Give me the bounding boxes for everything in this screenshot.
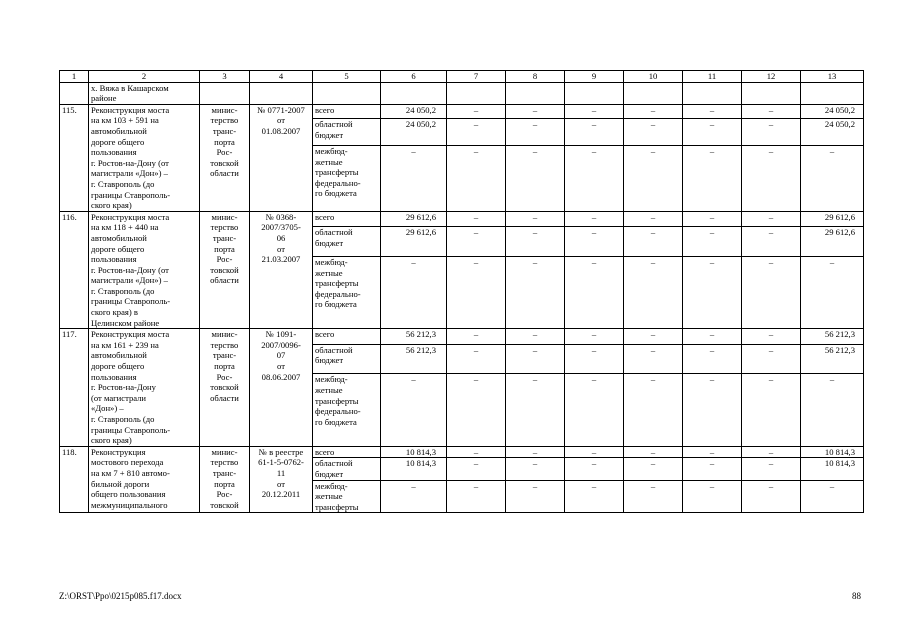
amount-col10: – <box>624 458 683 480</box>
amount-col6: 24 050,2 <box>381 104 447 118</box>
amount-col6: – <box>381 374 447 446</box>
document-reference-line: от <box>277 478 285 489</box>
amount-col7: – <box>447 211 506 227</box>
amount-col9: – <box>565 145 624 211</box>
funding-source-line: всего <box>315 104 335 115</box>
object-name <box>89 329 200 447</box>
object-name-line: пользования <box>91 371 137 382</box>
amount-col9: – <box>565 480 624 513</box>
column-header: 8 <box>506 71 565 83</box>
object-name <box>89 446 200 513</box>
amount-col6: – <box>381 480 447 513</box>
object-name-line: ского края) <box>91 435 132 446</box>
executor-line: порта <box>214 243 235 254</box>
object-name-line: ского края) в <box>91 307 138 318</box>
object-name-line: х. Вяжа в Кашарском <box>91 82 169 93</box>
amount-col7: – <box>447 458 506 480</box>
executor-line: товской <box>210 382 239 393</box>
table-header-row <box>60 71 864 83</box>
table-row-continued <box>60 82 864 104</box>
funding-source-line: всего <box>315 329 335 340</box>
amount-col7: – <box>447 145 506 211</box>
document-reference <box>250 329 313 447</box>
document-reference-line: 08.06.2007 <box>261 371 301 382</box>
amount-col12: – <box>742 118 801 145</box>
executor-line: товской <box>210 157 239 168</box>
object-name-line: (от магистрали <box>91 392 147 403</box>
executor-line: Рос- <box>216 254 233 265</box>
funding-source <box>313 374 381 446</box>
executor-line: терство <box>210 222 239 233</box>
executor-line: порта <box>214 478 235 489</box>
table-row <box>60 329 864 345</box>
funding-source-line: всего <box>315 446 335 457</box>
object-name-line: на км 118 + 440 на <box>91 222 159 233</box>
object-name-line: Реконструкция <box>91 446 146 457</box>
amount-col12: – <box>742 344 801 374</box>
amount-col10: – <box>624 329 683 345</box>
document-reference-line: 20.12.2011 <box>261 489 301 500</box>
amount-col7: – <box>447 374 506 446</box>
funding-source <box>313 446 381 458</box>
object-name-line: межмуниципального <box>91 499 168 510</box>
object-name-line: дороге общего <box>91 361 145 372</box>
executor <box>200 104 250 211</box>
funding-source <box>313 480 381 513</box>
executor-line: терство <box>210 457 239 468</box>
amount-col8: – <box>506 446 565 458</box>
amount-col12: – <box>742 480 801 513</box>
column-header: 6 <box>381 71 447 83</box>
document-reference <box>250 104 313 211</box>
column-header: 4 <box>250 71 313 83</box>
funding-source-line: го бюджета <box>315 188 357 199</box>
funding-source-line: жетные <box>315 491 343 502</box>
funding-source-line: трансферты <box>315 167 359 178</box>
executor-line: товской <box>210 499 239 510</box>
amount-col8: – <box>506 329 565 345</box>
amount-col12: – <box>742 446 801 458</box>
row-number: 117. <box>60 329 89 447</box>
executor-line: терство <box>210 339 239 350</box>
funding-source-line: областной <box>315 227 353 238</box>
executor <box>200 329 250 447</box>
object-name-line: Реконструкция моста <box>91 104 170 115</box>
document-reference-line: 61-1-5-0762- <box>258 457 304 468</box>
row-number: 118. <box>60 446 89 513</box>
funding-source-line: бюджет <box>315 355 344 366</box>
amount-col11: – <box>683 118 742 145</box>
object-name <box>89 82 200 104</box>
empty-cell <box>742 82 801 104</box>
object-name-line: на км 161 + 239 на <box>91 339 159 350</box>
funding-source-line: бюджет <box>315 237 344 248</box>
executor-line: области <box>210 392 239 403</box>
executor <box>200 211 250 329</box>
amount-col11: – <box>683 480 742 513</box>
document-reference-line: 2007/3705- <box>261 222 301 233</box>
amount-col10: – <box>624 145 683 211</box>
amount-col12: – <box>742 211 801 227</box>
object-name <box>89 211 200 329</box>
amount-col13: – <box>801 145 864 211</box>
footer-file-path: Z:\ORST\Ppo\0215p085.f17.docx <box>59 591 182 601</box>
executor-line: Рос- <box>216 489 233 500</box>
amount-col8: – <box>506 104 565 118</box>
object-name-line: г. Ставрополь (до <box>91 178 155 189</box>
amount-col11: – <box>683 145 742 211</box>
document-reference-line: от <box>277 115 285 126</box>
object-name-line: пользования <box>91 254 137 265</box>
table-row <box>60 446 864 458</box>
amount-col7: – <box>447 104 506 118</box>
amount-col10: – <box>624 446 683 458</box>
executor-line: минис- <box>211 329 238 340</box>
empty-cell <box>381 82 447 104</box>
document-reference-line: № 1091- <box>265 329 297 340</box>
amount-col8: – <box>506 227 565 257</box>
executor-line: товской <box>210 264 239 275</box>
funding-source-line: бюджет <box>315 468 344 479</box>
executor-line: транс- <box>212 232 237 243</box>
object-name-line: Целинском районе <box>91 317 160 328</box>
document-reference-line: 21.03.2007 <box>261 254 301 265</box>
document-reference-line: от <box>277 361 285 372</box>
object-name-line: Реконструкция моста <box>91 211 170 222</box>
object-name-line: мостового перехода <box>91 457 164 468</box>
amount-col9: – <box>565 104 624 118</box>
funding-source <box>313 256 381 328</box>
object-name-line: г. Ростов-на-Дону <box>91 382 156 393</box>
amount-col8: – <box>506 211 565 227</box>
funding-source-line: федерально- <box>315 288 361 299</box>
amount-col9: – <box>565 256 624 328</box>
amount-col11: – <box>683 256 742 328</box>
executor-line: Рос- <box>216 147 233 158</box>
amount-col13: – <box>801 256 864 328</box>
amount-col10: – <box>624 344 683 374</box>
executor-line: порта <box>214 361 235 372</box>
empty-cell <box>801 82 864 104</box>
amount-col9: – <box>565 344 624 374</box>
amount-col12: – <box>742 256 801 328</box>
document-reference-line: № 0368- <box>265 211 297 222</box>
funding-source <box>313 329 381 345</box>
amount-col8: – <box>506 145 565 211</box>
empty-cell <box>313 82 381 104</box>
funding-source-line: трансферты <box>315 501 359 512</box>
amount-col8: – <box>506 256 565 328</box>
object-name-line: пользования <box>91 147 137 158</box>
executor-line: терство <box>210 115 239 126</box>
column-header: 7 <box>447 71 506 83</box>
document-reference-line: 2007/0096- <box>261 339 301 350</box>
amount-col8: – <box>506 374 565 446</box>
amount-col10: – <box>624 104 683 118</box>
funding-source-line: трансферты <box>315 395 359 406</box>
funding-source-line: бюджет <box>315 129 344 140</box>
object-name-line: Реконструкция моста <box>91 329 170 340</box>
amount-col11: – <box>683 344 742 374</box>
object-name-line: автомобильной <box>91 232 147 243</box>
funding-source-line: федерально- <box>315 177 361 188</box>
object-name-line: автомобильной <box>91 350 147 361</box>
amount-col10: – <box>624 227 683 257</box>
amount-col12: – <box>742 227 801 257</box>
amount-col10: – <box>624 256 683 328</box>
column-header: 11 <box>683 71 742 83</box>
table-row <box>60 104 864 118</box>
funding-source-line: всего <box>315 211 335 222</box>
object-name-line: автомобильной <box>91 125 147 136</box>
funding-source-line: межбюд- <box>315 256 348 267</box>
object-name-line: границы Ставрополь- <box>91 424 171 435</box>
row-number <box>60 82 89 104</box>
amount-col7: – <box>447 227 506 257</box>
funding-source-line: областной <box>315 118 353 129</box>
object-name-line: «Дон») – <box>91 403 124 414</box>
object-name-line: г. Ростов-на-Дону (от <box>91 264 169 275</box>
funding-source <box>313 104 381 118</box>
amount-col6: 29 612,6 <box>381 211 447 227</box>
object-name-line: магистрали «Дон») – <box>91 275 168 286</box>
empty-cell <box>200 82 250 104</box>
amount-col7: – <box>447 480 506 513</box>
amount-col8: – <box>506 344 565 374</box>
empty-cell <box>683 82 742 104</box>
amount-col12: – <box>742 104 801 118</box>
amount-col10: – <box>624 374 683 446</box>
empty-cell <box>250 82 313 104</box>
amount-col13: 24 050,2 <box>801 104 864 118</box>
document-reference-line: 01.08.2007 <box>261 125 301 136</box>
object-name-line: на км 7 + 810 автомо- <box>91 467 170 478</box>
amount-col11: – <box>683 446 742 458</box>
document-reference-line: от <box>277 243 285 254</box>
executor-line: порта <box>214 136 235 147</box>
amount-col10: – <box>624 480 683 513</box>
amount-col13: 56 212,3 <box>801 344 864 374</box>
executor-line: транс- <box>212 125 237 136</box>
funding-source-line: го бюджета <box>315 416 357 427</box>
amount-col10: – <box>624 118 683 145</box>
object-name-line: на км 103 + 591 на <box>91 115 159 126</box>
column-header: 5 <box>313 71 381 83</box>
column-header: 2 <box>89 71 200 83</box>
object-name-line: общего пользования <box>91 489 166 500</box>
funding-source <box>313 227 381 257</box>
empty-cell <box>565 82 624 104</box>
column-header: 13 <box>801 71 864 83</box>
amount-col6: 10 814,3 <box>381 446 447 458</box>
executor <box>200 446 250 513</box>
amount-col7: – <box>447 256 506 328</box>
document-reference-line: 07 <box>276 350 286 361</box>
amount-col6: 10 814,3 <box>381 458 447 480</box>
funding-source-line: трансферты <box>315 278 359 289</box>
column-header: 1 <box>60 71 89 83</box>
amount-col13: 24 050,2 <box>801 118 864 145</box>
amount-col12: – <box>742 329 801 345</box>
empty-cell <box>447 82 506 104</box>
document-reference-line: 06 <box>276 232 286 243</box>
amount-col7: – <box>447 344 506 374</box>
amount-col9: – <box>565 446 624 458</box>
object-name-line: районе <box>91 93 117 104</box>
funding-source-line: жетные <box>315 156 343 167</box>
column-header: 3 <box>200 71 250 83</box>
amount-col9: – <box>565 227 624 257</box>
funding-source <box>313 211 381 227</box>
object-name-line: дороге общего <box>91 136 145 147</box>
amount-col13: – <box>801 480 864 513</box>
amount-col12: – <box>742 145 801 211</box>
object-name-line: г. Ставрополь (до <box>91 414 155 424</box>
amount-col13: 56 212,3 <box>801 329 864 345</box>
column-header: 10 <box>624 71 683 83</box>
document-reference <box>250 446 313 513</box>
empty-cell <box>624 82 683 104</box>
amount-col11: – <box>683 329 742 345</box>
funding-source <box>313 145 381 211</box>
amount-col13: 29 612,6 <box>801 227 864 257</box>
funding-source-line: областной <box>315 458 353 469</box>
executor-line: транс- <box>212 467 237 478</box>
empty-cell <box>506 82 565 104</box>
amount-col9: – <box>565 118 624 145</box>
amount-col9: – <box>565 374 624 446</box>
funding-source-line: федерально- <box>315 406 361 417</box>
column-header: 9 <box>565 71 624 83</box>
amount-col9: – <box>565 329 624 345</box>
amount-col8: – <box>506 458 565 480</box>
amount-col12: – <box>742 374 801 446</box>
executor-line: Рос- <box>216 371 233 382</box>
executor-line: области <box>210 275 239 286</box>
funding-source <box>313 344 381 374</box>
table-row <box>60 211 864 227</box>
funding-source-line: межбюд- <box>315 480 348 491</box>
budget-table <box>59 70 864 513</box>
funding-source <box>313 458 381 480</box>
document-reference <box>250 211 313 329</box>
amount-col7: – <box>447 446 506 458</box>
amount-col9: – <box>565 211 624 227</box>
executor-line: транс- <box>212 350 237 361</box>
amount-col6: – <box>381 145 447 211</box>
amount-col11: – <box>683 458 742 480</box>
object-name-line: границы Ставрополь- <box>91 296 171 307</box>
document-reference-line: № в реестре <box>258 446 304 457</box>
column-header: 12 <box>742 71 801 83</box>
amount-col13: 29 612,6 <box>801 211 864 227</box>
amount-col13: 10 814,3 <box>801 458 864 480</box>
amount-col11: – <box>683 374 742 446</box>
funding-source-line: го бюджета <box>315 299 357 310</box>
amount-col13: 10 814,3 <box>801 446 864 458</box>
funding-source-line: областной <box>315 344 353 355</box>
amount-col6: – <box>381 256 447 328</box>
object-name-line: границы Ставрополь- <box>91 189 171 200</box>
object-name-line: бильной дороги <box>91 478 150 489</box>
amount-col7: – <box>447 118 506 145</box>
amount-col11: – <box>683 211 742 227</box>
amount-col6: 29 612,6 <box>381 227 447 257</box>
object-name <box>89 104 200 211</box>
funding-source-line: межбюд- <box>315 374 348 385</box>
amount-col8: – <box>506 118 565 145</box>
page-number: 88 <box>852 591 861 601</box>
object-name-line: дороге общего <box>91 243 145 254</box>
executor-line: минис- <box>211 211 238 222</box>
executor-line: минис- <box>211 104 238 115</box>
document-reference-line: № 0771-2007 <box>257 104 305 115</box>
amount-col11: – <box>683 227 742 257</box>
object-name-line: г. Ставрополь (до <box>91 285 155 296</box>
amount-col8: – <box>506 480 565 513</box>
amount-col9: – <box>565 458 624 480</box>
funding-source-line: жетные <box>315 385 343 396</box>
funding-source <box>313 118 381 145</box>
amount-col7: – <box>447 329 506 345</box>
amount-col13: – <box>801 374 864 446</box>
amount-col12: – <box>742 458 801 480</box>
row-number: 115. <box>60 104 89 211</box>
object-name-line: г. Ростов-на-Дону (от <box>91 157 169 168</box>
document-reference-line: 11 <box>276 467 286 478</box>
amount-col6: 24 050,2 <box>381 118 447 145</box>
object-name-line: ского края) <box>91 200 132 211</box>
executor-line: минис- <box>211 446 238 457</box>
row-number: 116. <box>60 211 89 329</box>
object-name-line: магистрали «Дон») – <box>91 168 168 179</box>
funding-source-line: жетные <box>315 267 343 278</box>
executor-line: области <box>210 168 239 179</box>
amount-col10: – <box>624 211 683 227</box>
funding-source-line: межбюд- <box>315 145 348 156</box>
amount-col6: 56 212,3 <box>381 344 447 374</box>
amount-col11: – <box>683 104 742 118</box>
amount-col6: 56 212,3 <box>381 329 447 345</box>
